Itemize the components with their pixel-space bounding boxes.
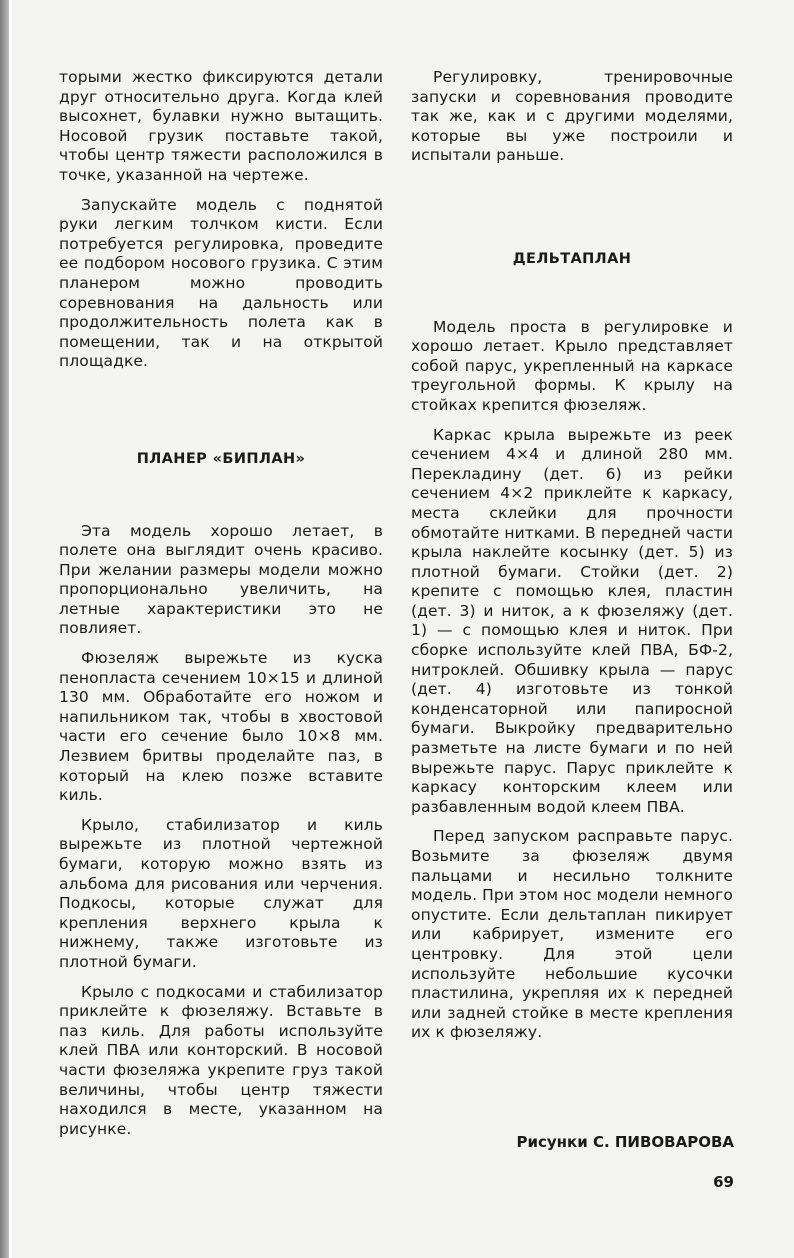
paragraph-continuation: торыми жестко фиксируются детали друг относительно друга. Когда клей высохнет, булавки нужно вытащить. Носовой грузик поставьте такой, чтобы центр тяжести расположился в точке, указанной на чертеже. xyxy=(59,68,383,184)
illustration-credits: Рисунки С. ПИВОВАРОВА xyxy=(516,1133,734,1151)
paragraph-launch: Запускайте модель с поднятой руки легким толчком кисти. Если потребуется регулировка, проведите ее подбором носового грузика. С этим планером можно проводить соревнования на дальность или продолжительность полета как в помещении, так и на открытой площадке. xyxy=(59,195,383,371)
paragraph-deltaplan-frame: Каркас крыла вырежьте из реек сечением 4×4 и длиной 280 мм. Перекладину (дет. 6) из рейки сечением 4×2 приклейте к каркасу, места склейки для прочности обмотайте нитками. В передней части крыла наклейте косынку (дет. 5) из плотной бумаги. Стойки (дет. 2) крепите с помощью клея, пластин (дет. 3) и ниток, а к фюзеляжу (дет. 1) — с помощью клея и ниток. При сборке используйте клей ПВА, БФ-2, нитроклей. Обшивку крыла — парус (дет. 4) изготовьте из тонкой конденсаторной или папиросной бумаги. Выкройку предварительно разметьте на листе бумаги и по ней вырежьте парус. Парус приклейте к каркасу конторским клеем или разбавленным водой клеем ПВА. xyxy=(411,425,733,816)
book-spine-shadow xyxy=(0,0,9,1258)
book-page xyxy=(12,0,794,1258)
left-column xyxy=(59,68,383,1149)
paragraph-biplan-fuselage: Фюзеляж вырежьте из куска пенопласта сечением 10×15 и длиной 130 мм. Обработайте его ножом и напильником так, чтобы в хвостовой части его сечение было 10×8 мм. Лезвием бритвы проделайте паз, в который на клею позже вставите киль. xyxy=(59,649,383,805)
paragraph-deltaplan-intro: Модель проста в регулировке и хорошо летает. Крыло представляет собой парус, укрепленный на каркасе треугольной формы. К крылу на стойках крепится фюзеляж. xyxy=(411,317,733,414)
paragraph-biplan-wing: Крыло, стабилизатор и киль вырежьте из плотной чертежной бумаги, которую можно взять из альбома для рисования или черчения. Подкосы, которые служат для крепления верхнего крыла к нижнему, также изготовьте из плотной бумаги. xyxy=(59,815,383,971)
paragraph-deltaplan-launch: Перед запуском расправьте парус. Возьмите за фюзеляж двумя пальцами и несильно толкните модель. При этом нос модели немного опустите. Если дельтаплан пикирует или кабрирует, измените его центровку. Для этой цели используйте небольшие кусочки пластилина, укрепляя их к передней или задней стойке в месте крепления их к фюзеляжу. xyxy=(411,827,733,1042)
section-heading-deltaplan: ДЕЛЬТАПЛАН xyxy=(512,250,632,267)
page-number: 69 xyxy=(713,1173,734,1191)
right-column xyxy=(411,68,733,1053)
section-heading-biplan: ПЛАНЕР «БИПЛАН» xyxy=(136,450,306,467)
paragraph-biplan-intro: Эта модель хорошо летает, в полете она выглядит очень красиво. При желании размеры модели можно пропорционально увеличить, на летные характеристики это не повлияет. xyxy=(59,521,383,638)
paragraph-regulation: Регулировку, тренировочные запуски и соревнования проводите так же, как и с другими моделями, которые вы уже построили и испытали раньше. xyxy=(411,68,733,165)
paragraph-biplan-assembly: Крыло с подкосами и стабилизатор приклейте к фюзеляжу. Вставьте в паз киль. Для работы используйте клей ПВА или конторский. В носовой части фюзеляжа укрепите груз такой величины, чтобы центр тяжести находился в месте, указанном на рисунке. xyxy=(59,982,383,1138)
